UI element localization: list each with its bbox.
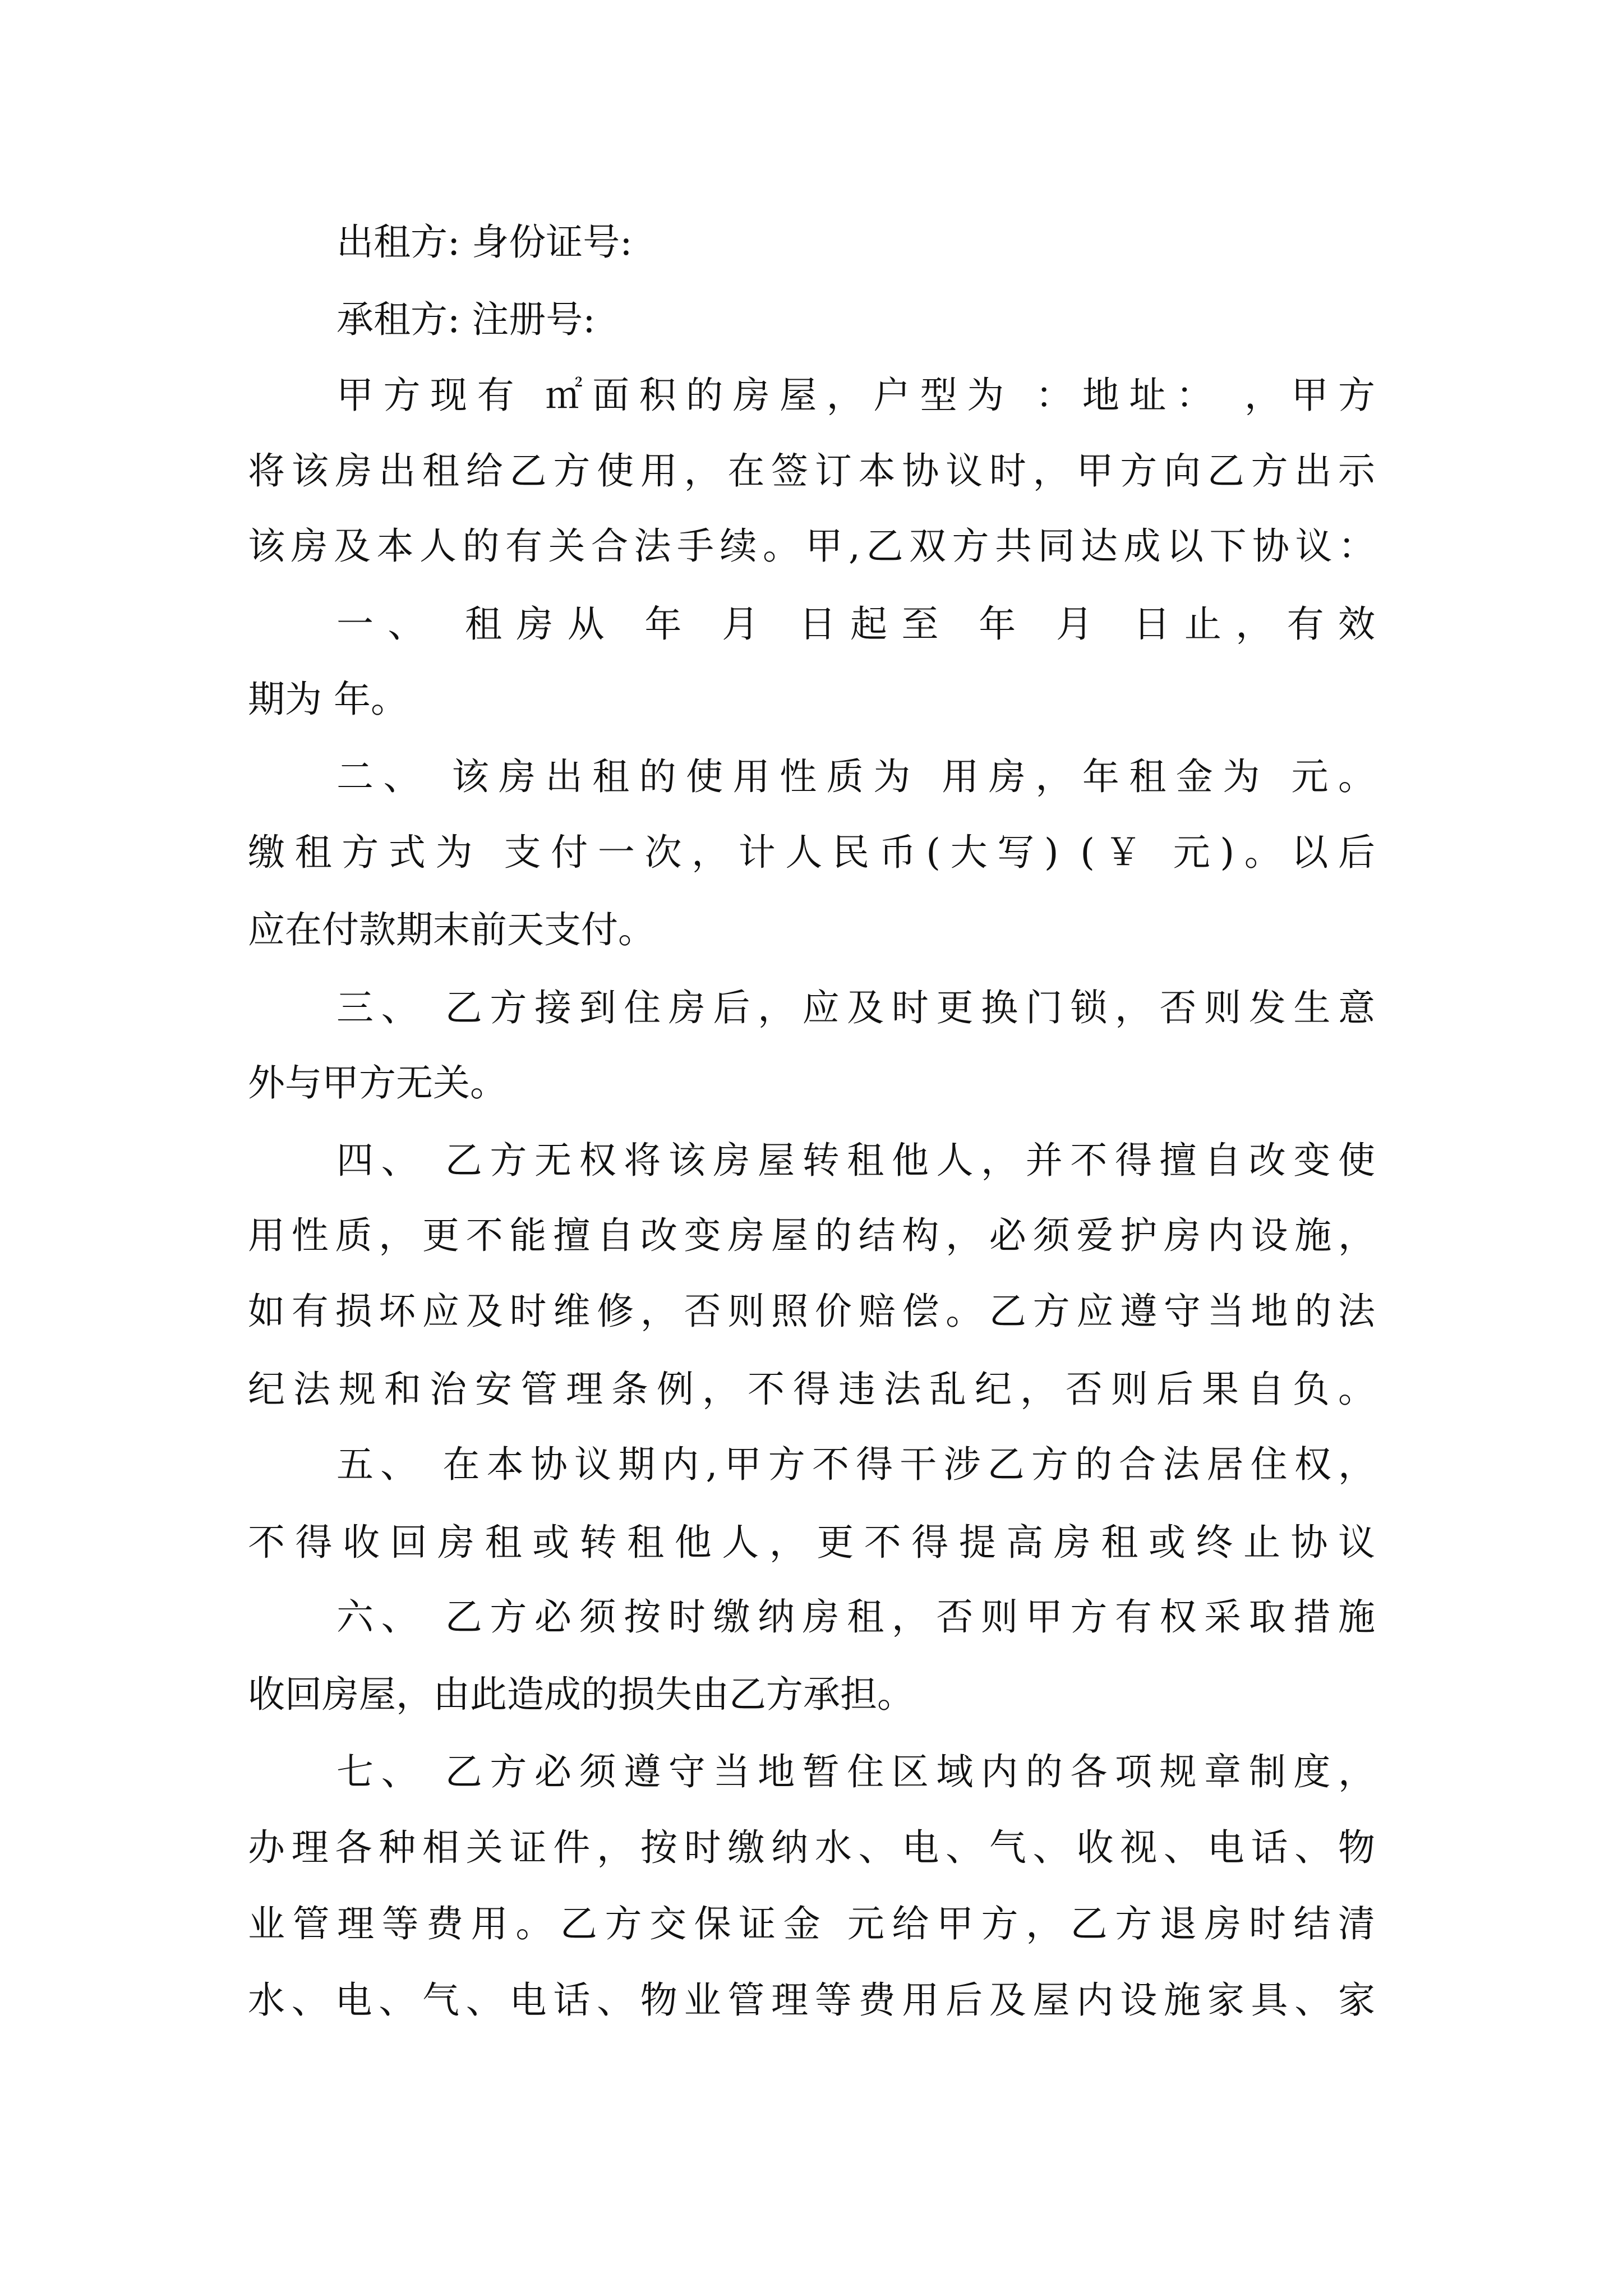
clause-7-line: 水、电、气、电话、物业管理等费用后及屋内设施家具、家 (248, 1978, 1375, 2022)
clause-4-line: 用性质，更不能擅自改变房屋的结构，必须爱护房内设施， (248, 1214, 1375, 1257)
clause-1-line: 期为 年。 (248, 678, 408, 721)
clause-4-line: 如有损坏应及时维修，否则照价赔偿。乙方应遵守当地的法 (248, 1290, 1375, 1333)
clause-7-line: 七、 乙方必须遵守当地暂住区域内的各项规章制度， (336, 1750, 1375, 1793)
clause-4-line: 四、 乙方无权将该房屋转租他人，并不得擅自改变使 (336, 1139, 1375, 1182)
clause-1-line: 一、 租房从 年 月 日起至 年 月 日止，有效 (336, 602, 1375, 646)
lessee-line: 承租方: 注册号: (336, 298, 596, 341)
clause-4-line: 纪法规和治安管理条例，不得违法乱纪，否则后果自负。 (248, 1368, 1375, 1411)
clause-6-line: 六、 乙方必须按时缴纳房租，否则甲方有权采取措施 (336, 1595, 1375, 1639)
clause-3-line: 外与甲方无关。 (248, 1061, 507, 1105)
clause-5-line: 不得收回房租或转租他人，更不得提高房租或终止协议 (248, 1521, 1375, 1564)
lessor-line: 出租方: 身份证号: (336, 220, 633, 264)
clause-2-line: 应在付款期末前天支付。 (248, 908, 655, 951)
paragraph-line: 该房及本人的有关合法手续。甲,乙双方共同达成以下协议： (248, 524, 1375, 568)
clause-3-line: 三、 乙方接到住房后，应及时更换门锁，否则发生意 (336, 986, 1375, 1029)
clause-7-line: 业管理等费用。乙方交保证金 元给甲方，乙方退房时结清 (248, 1902, 1375, 1945)
clause-5-line: 五、 在本协议期内,甲方不得干涉乙方的合法居住权， (336, 1443, 1375, 1486)
paragraph-line: 甲方现有 ㎡面积的房屋，户型为 ：地址： ，甲方 (336, 374, 1375, 417)
clause-7-line: 办理各种相关证件，按时缴纳水、电、气、收视、电话、物 (248, 1826, 1375, 1869)
clause-2-line: 二、 该房出租的使用性质为 用房，年租金为 元。 (336, 755, 1375, 798)
paragraph-line: 将该房出租给乙方使用，在签订本协议时，甲方向乙方出示 (248, 449, 1375, 493)
clause-2-line: 缴租方式为 支付一次，计人民币(大写) (￥ 元)。以后 (248, 831, 1375, 874)
clause-6-line: 收回房屋，由此造成的损失由乙方承担。 (248, 1673, 914, 1716)
